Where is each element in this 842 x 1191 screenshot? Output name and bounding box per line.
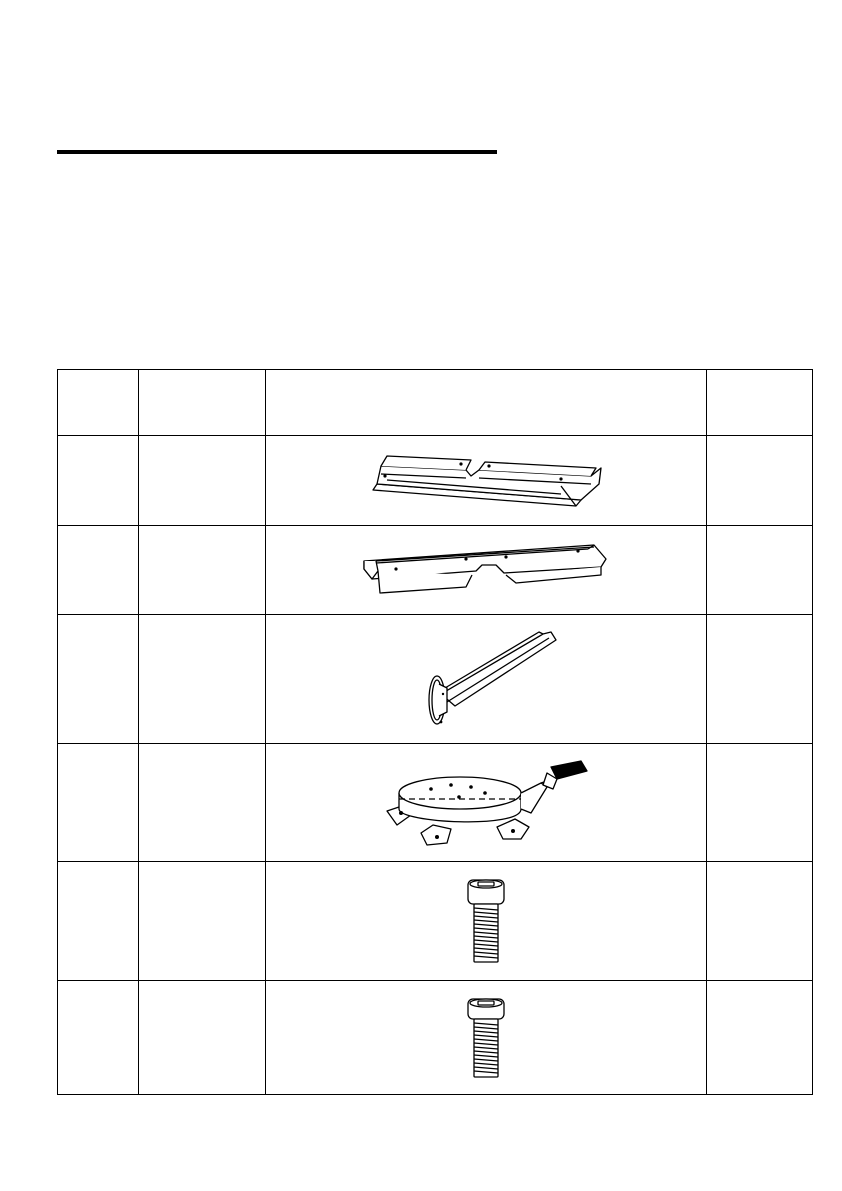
part-name [139,526,266,615]
part-illustration [266,744,707,862]
table-header-row [58,370,813,436]
table-row [58,744,813,862]
part-quantity [706,615,812,744]
part-number [58,526,139,615]
part-number [58,981,139,1095]
table-row [58,615,813,744]
part-illustration [266,526,707,615]
socket-head-bolt-long-icon [456,876,516,966]
slide-rail-left-icon [361,446,611,516]
table-row [58,436,813,526]
part-quantity [706,526,812,615]
slide-rail-right-icon [356,535,616,605]
parts-table [57,369,813,1095]
part-name [139,744,266,862]
part-quantity [706,436,812,526]
table-row [58,981,813,1095]
part-illustration [266,981,707,1095]
part-name [139,862,266,981]
part-name [139,981,266,1095]
part-quantity [706,981,812,1095]
part-name [139,615,266,744]
header-quantity [706,370,812,436]
part-number [58,615,139,744]
part-quantity [706,744,812,862]
header-illustration [266,370,707,436]
table-row [58,526,813,615]
header-part-name [139,370,266,436]
header-number [58,370,139,436]
part-number [58,862,139,981]
part-quantity [706,862,812,981]
part-illustration [266,862,707,981]
part-illustration [266,615,707,744]
part-number [58,744,139,862]
lever-bracket-icon [411,624,561,734]
part-number [58,436,139,526]
title-underline [57,150,497,154]
swivel-mechanism-icon [381,753,591,853]
part-name [139,436,266,526]
socket-head-bolt-short-icon [458,995,514,1081]
part-illustration [266,436,707,526]
table-row [58,862,813,981]
